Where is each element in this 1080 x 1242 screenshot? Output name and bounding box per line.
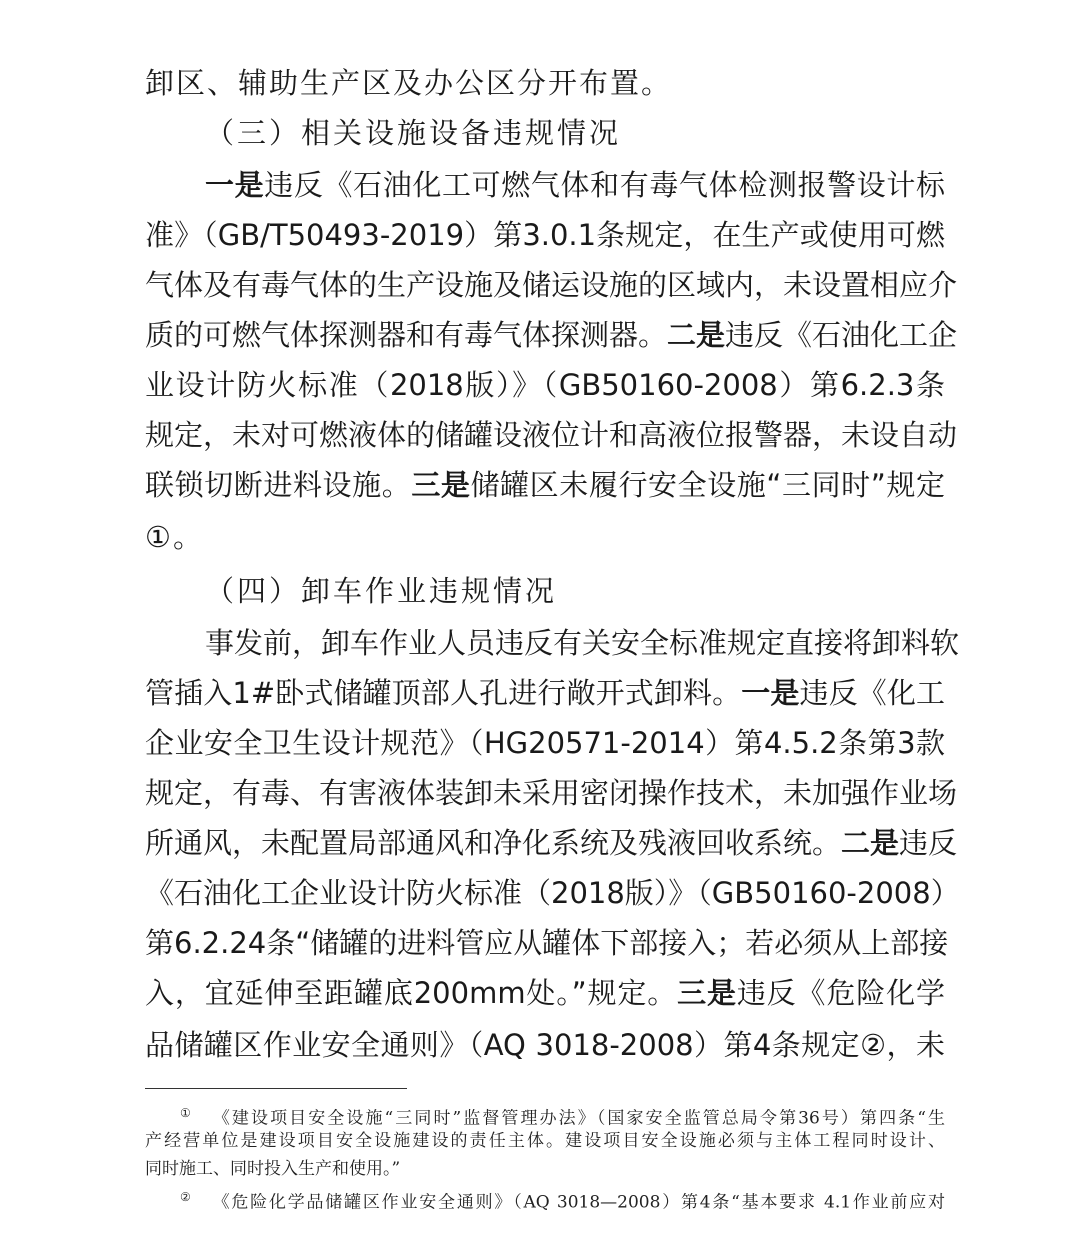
emphasis-text: 一是 <box>205 168 265 202</box>
emphasis-text: 三是 <box>411 468 471 502</box>
paragraph-text: 违反《石油化工企 <box>725 318 958 352</box>
paragraph-line <box>145 460 945 510</box>
emphasis-text: 二是 <box>667 318 726 352</box>
footnote-1 <box>180 1100 945 1132</box>
paragraph-line: ①。 <box>145 520 204 554</box>
paragraph-text: 储罐区未履行安全设施“三同时”规定 <box>470 468 945 502</box>
footnote-marker: ② <box>180 1190 193 1204</box>
paragraph-text: 入，宜延伸至距罐底200mm处。”规定。 <box>145 976 678 1010</box>
paragraph-line <box>145 818 958 868</box>
section-heading-four: （四）卸车作业违规情况 <box>205 574 558 608</box>
paragraph-line: 气体及有毒气体的生产设施及储运设施的区域内，未设置相应介 <box>145 268 958 302</box>
footnote-2 <box>180 1184 945 1216</box>
paragraph-text: 违反《化工 <box>799 676 945 710</box>
paragraph-line: 企业安全卫生设计规范》（HG20571-2014）第4.5.2条第3款 <box>145 726 945 760</box>
paragraph-text: 质的可燃气体探测器和有毒气体探测器。 <box>145 318 668 352</box>
footnote-marker: ① <box>180 1106 193 1120</box>
paragraph-line <box>145 968 945 1018</box>
paragraph-line <box>145 310 958 360</box>
paragraph-line: 业设计防火标准（2018版）》（GB50160-2008）第6.2.3条 <box>145 368 945 402</box>
emphasis-text: 二是 <box>841 826 900 860</box>
paragraph-line: 《石油化工企业设计防火标准（2018版）》（GB50160-2008） <box>145 876 960 910</box>
paragraph-text: 违反 <box>899 826 958 860</box>
paragraph-text: 联锁切断进料设施。 <box>145 468 412 502</box>
paragraph-line: 品储罐区作业安全通则》（AQ 3018-2008）第4条规定②，未 <box>145 1028 945 1062</box>
section-heading-three: （三）相关设施设备违规情况 <box>205 116 622 150</box>
paragraph-line <box>205 160 945 210</box>
footnote-text: 《建设项目安全设施“三同时”监督管理办法》（国家安全监管总局令第36号）第四条“生 <box>212 1108 946 1129</box>
paragraph-line: 卸区、辅助生产区及办公区分开布置。 <box>145 66 673 100</box>
paragraph-line: 第6.2.24条“储罐的进料管应从罐体下部接入；若必须从上部接 <box>145 926 949 960</box>
paragraph-line: 事发前，卸车作业人员违反有关安全标准规定直接将卸料软 <box>205 626 960 660</box>
paragraph-line: 准》（GB/T50493-2019）第3.0.1条规定，在生产或使用可燃 <box>145 218 945 252</box>
footnote-text: 《危险化学品储罐区作业安全通则》（AQ 3018—2008）第4条“基本要求 4.1作业前应对 <box>212 1192 946 1213</box>
paragraph-text: 所通风，未配置局部通风和净化系统及残液回收系统。 <box>145 826 842 860</box>
paragraph-text: 违反《危险化学 <box>736 976 945 1010</box>
paragraph-line: 规定，未对可燃液体的储罐设液位计和高液位报警器，未设自动 <box>145 418 958 452</box>
paragraph-line: 规定，有毒、有害液体装卸未采用密闭操作技术，未加强作业场 <box>145 776 958 810</box>
footnote-separator <box>145 1088 407 1089</box>
emphasis-text: 一是 <box>741 676 800 710</box>
footnote-1-line: 产经营单位是建设项目安全设施建设的责任主体。建设项目安全设施必须与主体工程同时设计、 <box>145 1131 945 1151</box>
paragraph-line <box>145 668 945 718</box>
emphasis-text: 三是 <box>677 976 737 1010</box>
paragraph-text: 管插入1#卧式储罐顶部人孔进行敞开式卸料。 <box>145 676 742 710</box>
footnote-1-line: 同时施工、同时投入生产和使用。” <box>145 1159 401 1179</box>
paragraph-text: 违反《石油化工可燃气体和有毒气体检测报警设计标 <box>264 168 945 202</box>
